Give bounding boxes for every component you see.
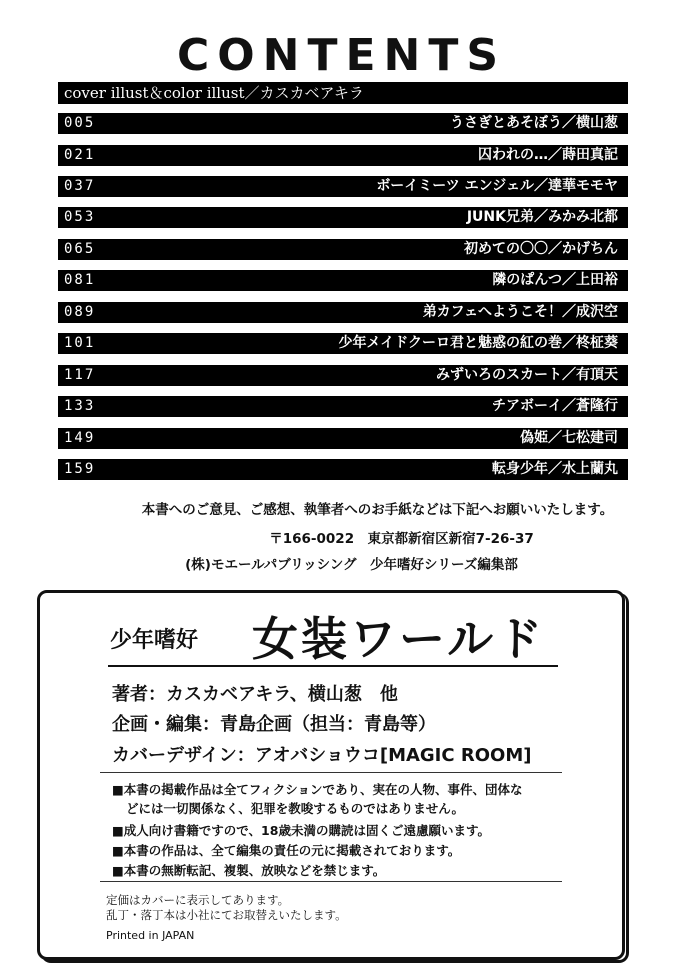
toc-row[interactable] (58, 270, 628, 291)
author-credit: 著者：カスカベアキラ、横山葱 他 (112, 684, 398, 705)
series-name: 少年嗜好 (110, 628, 199, 653)
toc-page-number: 065 (64, 241, 96, 257)
toc-row[interactable] (58, 176, 628, 197)
note-line: どには一切関係なく、犯罪を教唆するものではありません。 (126, 801, 465, 816)
toc-page-number: 101 (64, 335, 96, 351)
table-of-contents (58, 82, 628, 477)
toc-page-number: 117 (64, 367, 96, 383)
note-line: ■本書の作品は、全て編集の責任の元に掲載されております。 (112, 843, 461, 858)
toc-row[interactable] (58, 333, 628, 354)
toc-title: 囚われの…／蒔田真記 (478, 147, 618, 163)
toc-page-number: 021 (64, 147, 96, 163)
feedback-notice: 本書へのご意見、ご感想、執筆者へのお手紙などは下記へお願いいたします。 (141, 502, 614, 518)
toc-row[interactable] (58, 396, 628, 417)
toc-page-number: 053 (64, 209, 96, 225)
toc-row[interactable] (58, 365, 628, 386)
legal-notes (100, 772, 562, 882)
toc-title: 弟カフェへようこそ！／成沢空 (422, 304, 618, 320)
toc-title: チアボーイ／蒼隆行 (492, 398, 618, 414)
toc-title: JUNK兄弟／みかみ北都 (466, 209, 618, 225)
toc-page-number: 081 (64, 272, 96, 288)
title-divider (108, 665, 558, 667)
toc-row[interactable] (58, 302, 628, 323)
publisher-name: (株)モエールパブリッシング 少年嗜好シリーズ編集部 (185, 557, 518, 573)
toc-page-number: 149 (64, 430, 96, 446)
toc-page-number: 159 (64, 461, 96, 477)
cover-credit-row: cover illust＆color illust／カスカベアキラ (58, 82, 628, 104)
toc-title: みずいろのスカート／有頂天 (436, 367, 618, 383)
toc-page-number: 037 (64, 178, 96, 194)
toc-title: ボーイミーツ エンジェル／達華モモヤ (376, 178, 618, 194)
defect-note: 乱丁・落丁本は小社にてお取替えいたします。 (106, 908, 347, 922)
toc-row[interactable] (58, 113, 628, 134)
toc-title: 少年メイドクーロ君と魅惑の紅の巻／柊柾葵 (338, 335, 618, 351)
note-line: ■成人向け書籍ですので、18歳未満の購読は固くご遠慮願います。 (112, 823, 490, 838)
cover-design-credit: カバーデザイン：アオバショウコ[MAGIC ROOM] (112, 745, 532, 766)
book-title: 女装ワールド (252, 612, 546, 666)
price-note: 定価はカバーに表示してあります。 (106, 893, 290, 907)
toc-page-number: 133 (64, 398, 96, 414)
toc-page-number: 005 (64, 115, 96, 131)
toc-row[interactable] (58, 145, 628, 166)
toc-row[interactable] (58, 207, 628, 228)
toc-row[interactable] (58, 239, 628, 260)
postal-address: 〒166-0022 東京都新宿区新宿7-26-37 (269, 531, 534, 547)
toc-title: 初めての〇〇／かげちん (464, 241, 618, 257)
toc-row[interactable] (58, 428, 628, 449)
toc-title: 転身少年／水上蘭丸 (492, 461, 618, 477)
editing-credit: 企画・編集：青島企画（担当：青島等） (112, 714, 436, 735)
toc-title: 隣のぱんつ／上田裕 (492, 272, 618, 288)
printed-in-label: Printed in JAPAN (106, 929, 195, 942)
note-line: ■本書の掲載作品は全てフィクションであり、実在の人物、事件、団体な (112, 782, 523, 797)
toc-page-number: 089 (64, 304, 96, 320)
toc-title: 偽姫／七松建司 (520, 430, 618, 446)
note-line: ■本書の無断転記、複製、放映などを禁じます。 (112, 863, 386, 878)
toc-row[interactable] (58, 459, 628, 480)
contents-heading: CONTENTS (176, 30, 507, 81)
toc-title: うさぎとあそぼう／横山葱 (450, 115, 618, 131)
